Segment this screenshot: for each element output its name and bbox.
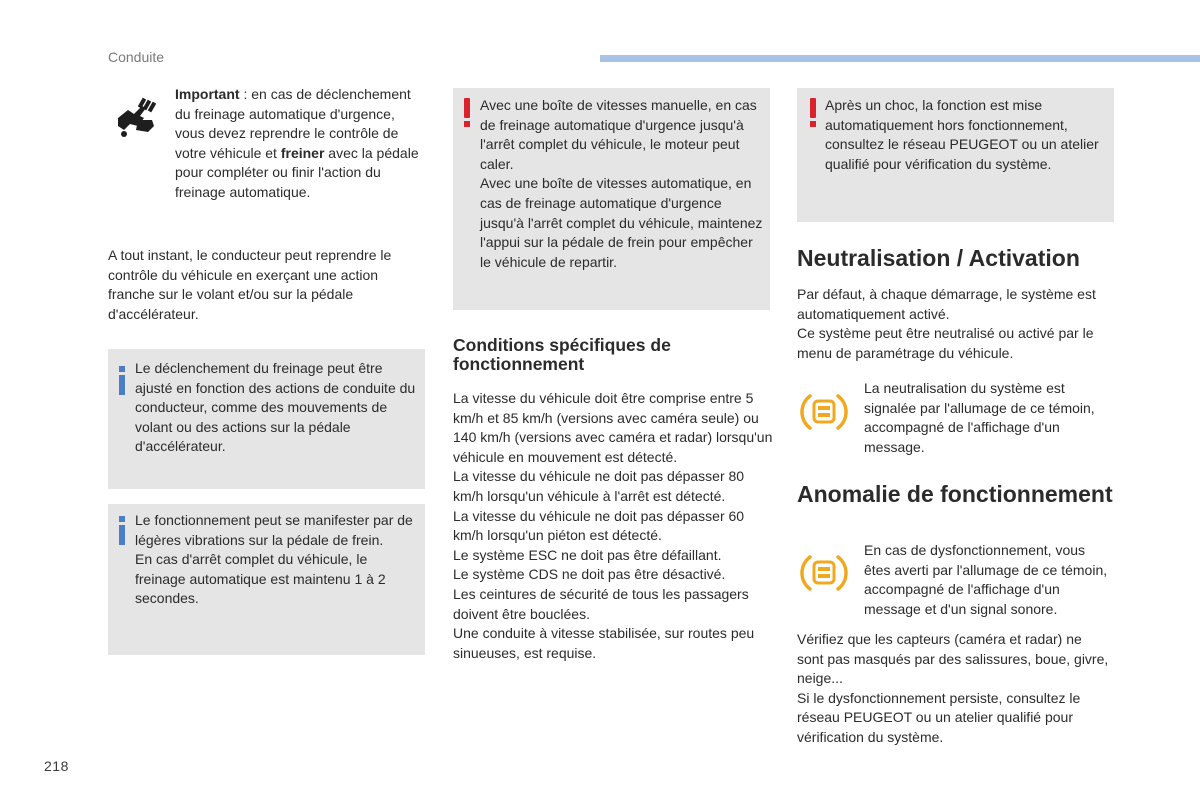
warning-icon [459,98,475,128]
info-icon [119,375,125,395]
hand-pedal-icon [112,96,160,138]
section-title: Conduite [108,49,165,65]
warning-box-shock-text: Après un choc, la fonction est mise automatiquement hors fonctionnement, consultez le réseau PEUGEOT ou un atelier qualifié pour vérification du système. [825,97,1099,172]
warning-icon [805,98,821,128]
neutralisation-text [797,285,1112,363]
conditions-line: La vitesse du véhicule ne doit pas dépasser 60 km/h lorsqu'un piéton est détecté. [453,507,745,544]
conditions-line: La vitesse du véhicule ne doit pas dépasser 80 km/h lorsqu'un véhicule à l'arrêt est détecté. [453,468,745,504]
info-box-1-text: Le déclenchement du freinage peut être ajusté en fonction des actions de conduite du conducteur, comme des mouvements de volant ou des actions sur la pédale d'accélérateur. [135,360,416,455]
warning-lamp-icon [800,549,848,597]
conditions-heading: Conditions spécifiques de fonctionnement [453,335,671,374]
info-box-braking-adjust [108,349,425,489]
driver-control-paragraph: A tout instant, le conducteur peut reprendre le contrôle du véhicule en exerçant une action franche sur le volant et/ou sur la pédale d'accélérateur. [108,247,392,322]
anomalie-heading: Anomalie de fonctionnement [797,481,1113,507]
info-icon-dot [119,516,125,522]
warning-line: Avec une boîte de vitesses automatique, en cas de freinage automatique d'urgence jusqu'à l'arrêt complet du véhicule, maintenez l'appui sur la pédale de frein pour empêcher le véhicule de repartir. [480,175,763,270]
conditions-line: Le système ESC ne doit pas être défaillant. [453,546,722,563]
conditions-line: Le système CDS ne doit pas être désactivé. [453,566,726,583]
page-number: 218 [44,758,69,774]
important-label: Important [175,86,240,102]
conditions-line: Les ceintures de sécurité de tous les passagers doivent être bouclées. [453,585,749,622]
header-bar [600,55,1200,62]
conditions-text [453,389,773,663]
neutralisation-line: Par défaut, à chaque démarrage, le système est automatiquement activé. [797,286,1096,322]
important-text-b: avec la pédale pour compléter ou finir l'action du freinage automatique. [175,144,419,200]
warning-box-gearbox-text [480,96,766,272]
info-icon [119,525,125,545]
warning-lamp-icon [800,388,848,436]
info-box-2-text [135,511,421,609]
warning-box-shock [797,88,1114,222]
neutralisation-heading: Neutralisation / Activation [797,245,1080,271]
anomalie-indicator-text: En cas de dysfonctionnement, vous êtes averti par l'allumage de ce témoin, accompagné de l'affichage d'un message et d'un signal sonore. [864,542,1108,617]
info-box-2-line: En cas d'arrêt complet du véhicule, le freinage automatique est maintenu 1 à 2 secondes. [135,551,386,607]
important-text-a: : en cas de déclenchement du freinage automatique d'urgence, vous devez reprendre le contrôle de votre véhicule et [175,86,411,161]
important-note [175,85,420,203]
anomalie-text [797,630,1112,748]
conditions-line: Une conduite à vitesse stabilisée, sur routes peu sinueuses, est requise. [453,625,755,661]
info-box-2-line: Le fonctionnement peut se manifester par de légères vibrations sur la pédale de frein. [135,512,413,548]
neutralisation-indicator-text: La neutralisation du système est signalée par l'allumage de ce témoin, accompagné de l'affichage d'un message. [864,380,1095,455]
warning-box-gearbox [453,88,770,310]
warning-line: Avec une boîte de vitesses manuelle, en cas de freinage automatique d'urgence jusqu'à l'arrêt complet du véhicule, le moteur peut caler. [480,97,757,172]
anomalie-line: Si le dysfonctionnement persiste, consultez le réseau PEUGEOT ou un atelier qualifié pour vérification du système. [797,689,1081,745]
important-bold: freiner [280,144,325,161]
info-box-vibrations [108,504,425,655]
neutralisation-line: Ce système peut être neutralisé ou activé par le menu de paramétrage du véhicule. [797,325,1094,361]
conditions-line: La vitesse du véhicule doit être comprise entre 5 km/h et 85 km/h (versions avec caméra seule) ou 140 km/h (versions avec caméra et radar) lorsqu'un véhicule en mouvement est détecté. [453,390,773,465]
anomalie-line: Vérifiez que les capteurs (caméra et radar) ne sont pas masqués par des salissures, boue, givre, neige... [797,631,1109,687]
info-icon-dot [119,366,125,372]
